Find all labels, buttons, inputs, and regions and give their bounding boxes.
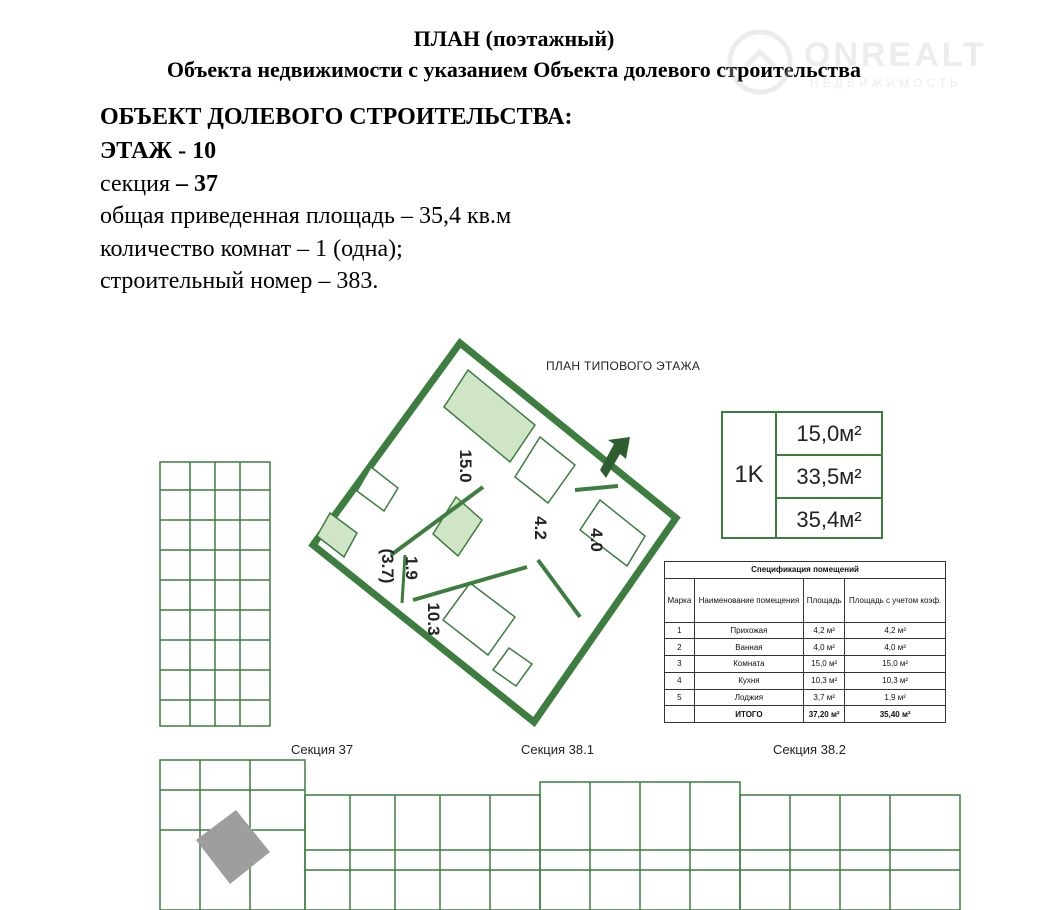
spec-cell: 3,7 м² xyxy=(804,689,845,706)
room-label-hall: 4.2 xyxy=(531,516,550,540)
spec-cell: Ванная xyxy=(694,639,803,656)
spec-cell: 4,0 м² xyxy=(804,639,845,656)
spec-cell: 4,2 м² xyxy=(845,622,946,639)
apartment-type: 1K xyxy=(723,413,777,537)
table-row xyxy=(665,672,946,689)
spec-cell: Кухня xyxy=(694,672,803,689)
spec-cell: 5 xyxy=(665,689,695,706)
spec-cell: 10,3 м² xyxy=(804,672,845,689)
spec-cell: 4 xyxy=(665,672,695,689)
highlighted-apartment xyxy=(196,810,270,884)
room-label-loggia: 1.9 xyxy=(402,556,421,580)
spec-cell: 3 xyxy=(665,656,695,673)
spec-cell: Прихожая xyxy=(694,622,803,639)
spec-total-label: ИТОГО xyxy=(694,706,803,723)
table-row xyxy=(665,622,946,639)
spec-cell: 1 xyxy=(665,622,695,639)
spec-cell: Лоджия xyxy=(694,689,803,706)
table-row xyxy=(665,639,946,656)
room-label-loggia-full: (3.7) xyxy=(378,548,397,584)
area-line: общая приведенная площадь – 35,4 кв.м xyxy=(100,203,512,229)
spec-total-area-coef: 35,40 м² xyxy=(845,706,946,723)
spec-cell: 10,3 м² xyxy=(845,672,946,689)
area-summary-box xyxy=(721,411,883,539)
floor-label: ЭТАЖ - 10 xyxy=(100,138,217,164)
watermark-text: ONREALT xyxy=(804,36,987,74)
spec-cell: Комната xyxy=(694,656,803,673)
spec-total-area: 37,20 м² xyxy=(804,706,845,723)
living-area: 15,0м² xyxy=(777,413,881,456)
room-label-kitchen: 10.3 xyxy=(424,602,443,636)
spec-cell: 15,0 м² xyxy=(845,656,946,673)
spec-col-mark: Марка xyxy=(665,578,695,622)
rooms-line: количество комнат – 1 (одна); xyxy=(100,236,403,262)
section-38-2-label: Секция 38.2 xyxy=(773,742,846,757)
typical-floor-caption: ПЛАН ТИПОВОГО ЭТАЖА xyxy=(546,359,701,373)
spec-cell: 4,2 м² xyxy=(804,622,845,639)
table-total-row xyxy=(665,706,946,723)
spec-cell: 2 xyxy=(665,639,695,656)
section-37-label: Секция 37 xyxy=(291,742,354,757)
reduced-area: 35,4м² xyxy=(796,506,862,532)
plan-subtitle: Объекта недвижимости с указанием Объекта долевого строительства xyxy=(166,57,862,82)
object-heading: ОБЪЕКТ ДОЛЕВОГО СТРОИТЕЛЬСТВА: xyxy=(100,104,573,130)
spec-cell: 1,9 м² xyxy=(845,689,946,706)
watermark-subtext: НЕДВИЖИМОСТЬ xyxy=(810,76,962,90)
apartment-plan xyxy=(313,343,676,722)
table-row xyxy=(665,656,946,673)
room-spec-table xyxy=(664,561,946,723)
build-number-line: строительный номер – 383. xyxy=(100,268,379,294)
plan-title: ПЛАН (поэтажный) xyxy=(413,26,615,51)
section-label: секция xyxy=(100,171,176,197)
room-label-living: 15.0 xyxy=(456,449,475,483)
total-area: 33,5м² xyxy=(777,456,881,499)
spec-col-area: Площадь xyxy=(804,578,845,622)
spec-title: Спецификация помещений xyxy=(665,562,946,579)
section-value: – 37 xyxy=(175,171,218,197)
spec-cell: 15,0 м² xyxy=(804,656,845,673)
spec-cell xyxy=(665,706,695,723)
room-label-bath: 4.0 xyxy=(587,528,606,552)
spec-cell: 4,0 м² xyxy=(845,639,946,656)
spec-col-name: Наименование помещения xyxy=(694,578,803,622)
spec-col-area-coef: Площадь с учетом коэф. xyxy=(845,578,946,622)
section-38-1-label: Секция 38.1 xyxy=(521,742,594,757)
table-row xyxy=(665,689,946,706)
